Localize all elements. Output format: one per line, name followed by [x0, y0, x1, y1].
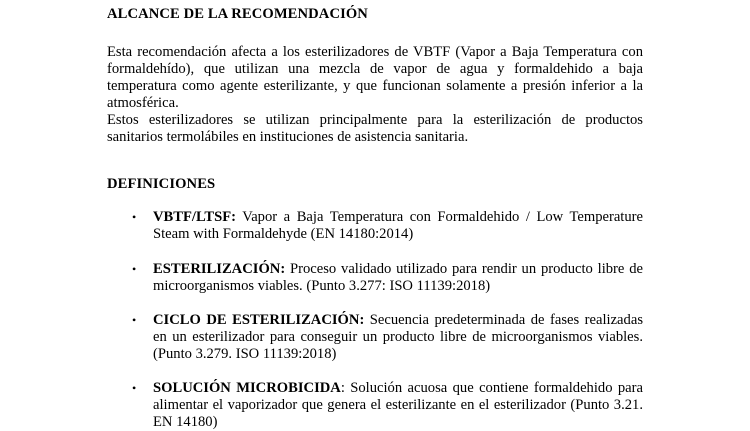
- bullet-marker: •: [132, 210, 137, 224]
- definitions-heading: DEFINICIONES: [107, 176, 216, 192]
- bullet-marker: •: [132, 262, 137, 276]
- bullet-marker: •: [132, 381, 137, 395]
- definition-text: : Solución acuosa que contiene formaldehido para alimentar el vaporizador que genera el esterilizante en el esterilizador (Punto 3.21. EN 14180): [153, 380, 643, 430]
- scope-paragraph-2: Estos esterilizadores se utilizan principalmente para la esterilización de productos sanitarios termolábiles en instituciones de asistencia sanitaria.: [107, 112, 643, 145]
- definition-item: [153, 380, 643, 431]
- scope-heading: ALCANCE DE LA RECOMENDACIÓN: [107, 6, 368, 22]
- definition-term: VBTF/LTSF:: [153, 209, 236, 225]
- definition-item: [153, 312, 643, 363]
- definition-item: [153, 261, 643, 295]
- definition-text: Secuencia predeterminada de fases realizadas en un esterilizador para conseguir un producto libre de microorganismos viables. (Punto 3.279. ISO 11139:2018): [153, 312, 643, 362]
- definition-term: CICLO DE ESTERILIZACIÓN:: [153, 312, 365, 328]
- bullet-marker: •: [132, 313, 137, 327]
- definition-term: SOLUCIÓN MICROBICIDA: [153, 380, 341, 396]
- definition-item: [153, 209, 643, 243]
- definition-text: Proceso validado utilizado para rendir un producto libre de microorganismos viables. (Punto 3.277: ISO 11139:2018): [153, 261, 643, 294]
- scope-paragraph-1: Esta recomendación afecta a los esterilizadores de VBTF (Vapor a Baja Temperatura con formaldehído), que utilizan una mezcla de vapor de agua y formaldehido a baja temperatura como agente esterilizante, y que funcionan solamente a presión inferior a la atmosférica.: [107, 44, 643, 111]
- definition-term: ESTERILIZACIÓN:: [153, 261, 286, 277]
- definition-text: Vapor a Baja Temperatura con Formaldehido / Low Temperature Steam with Formaldehyde (EN 14180:2014): [153, 209, 643, 242]
